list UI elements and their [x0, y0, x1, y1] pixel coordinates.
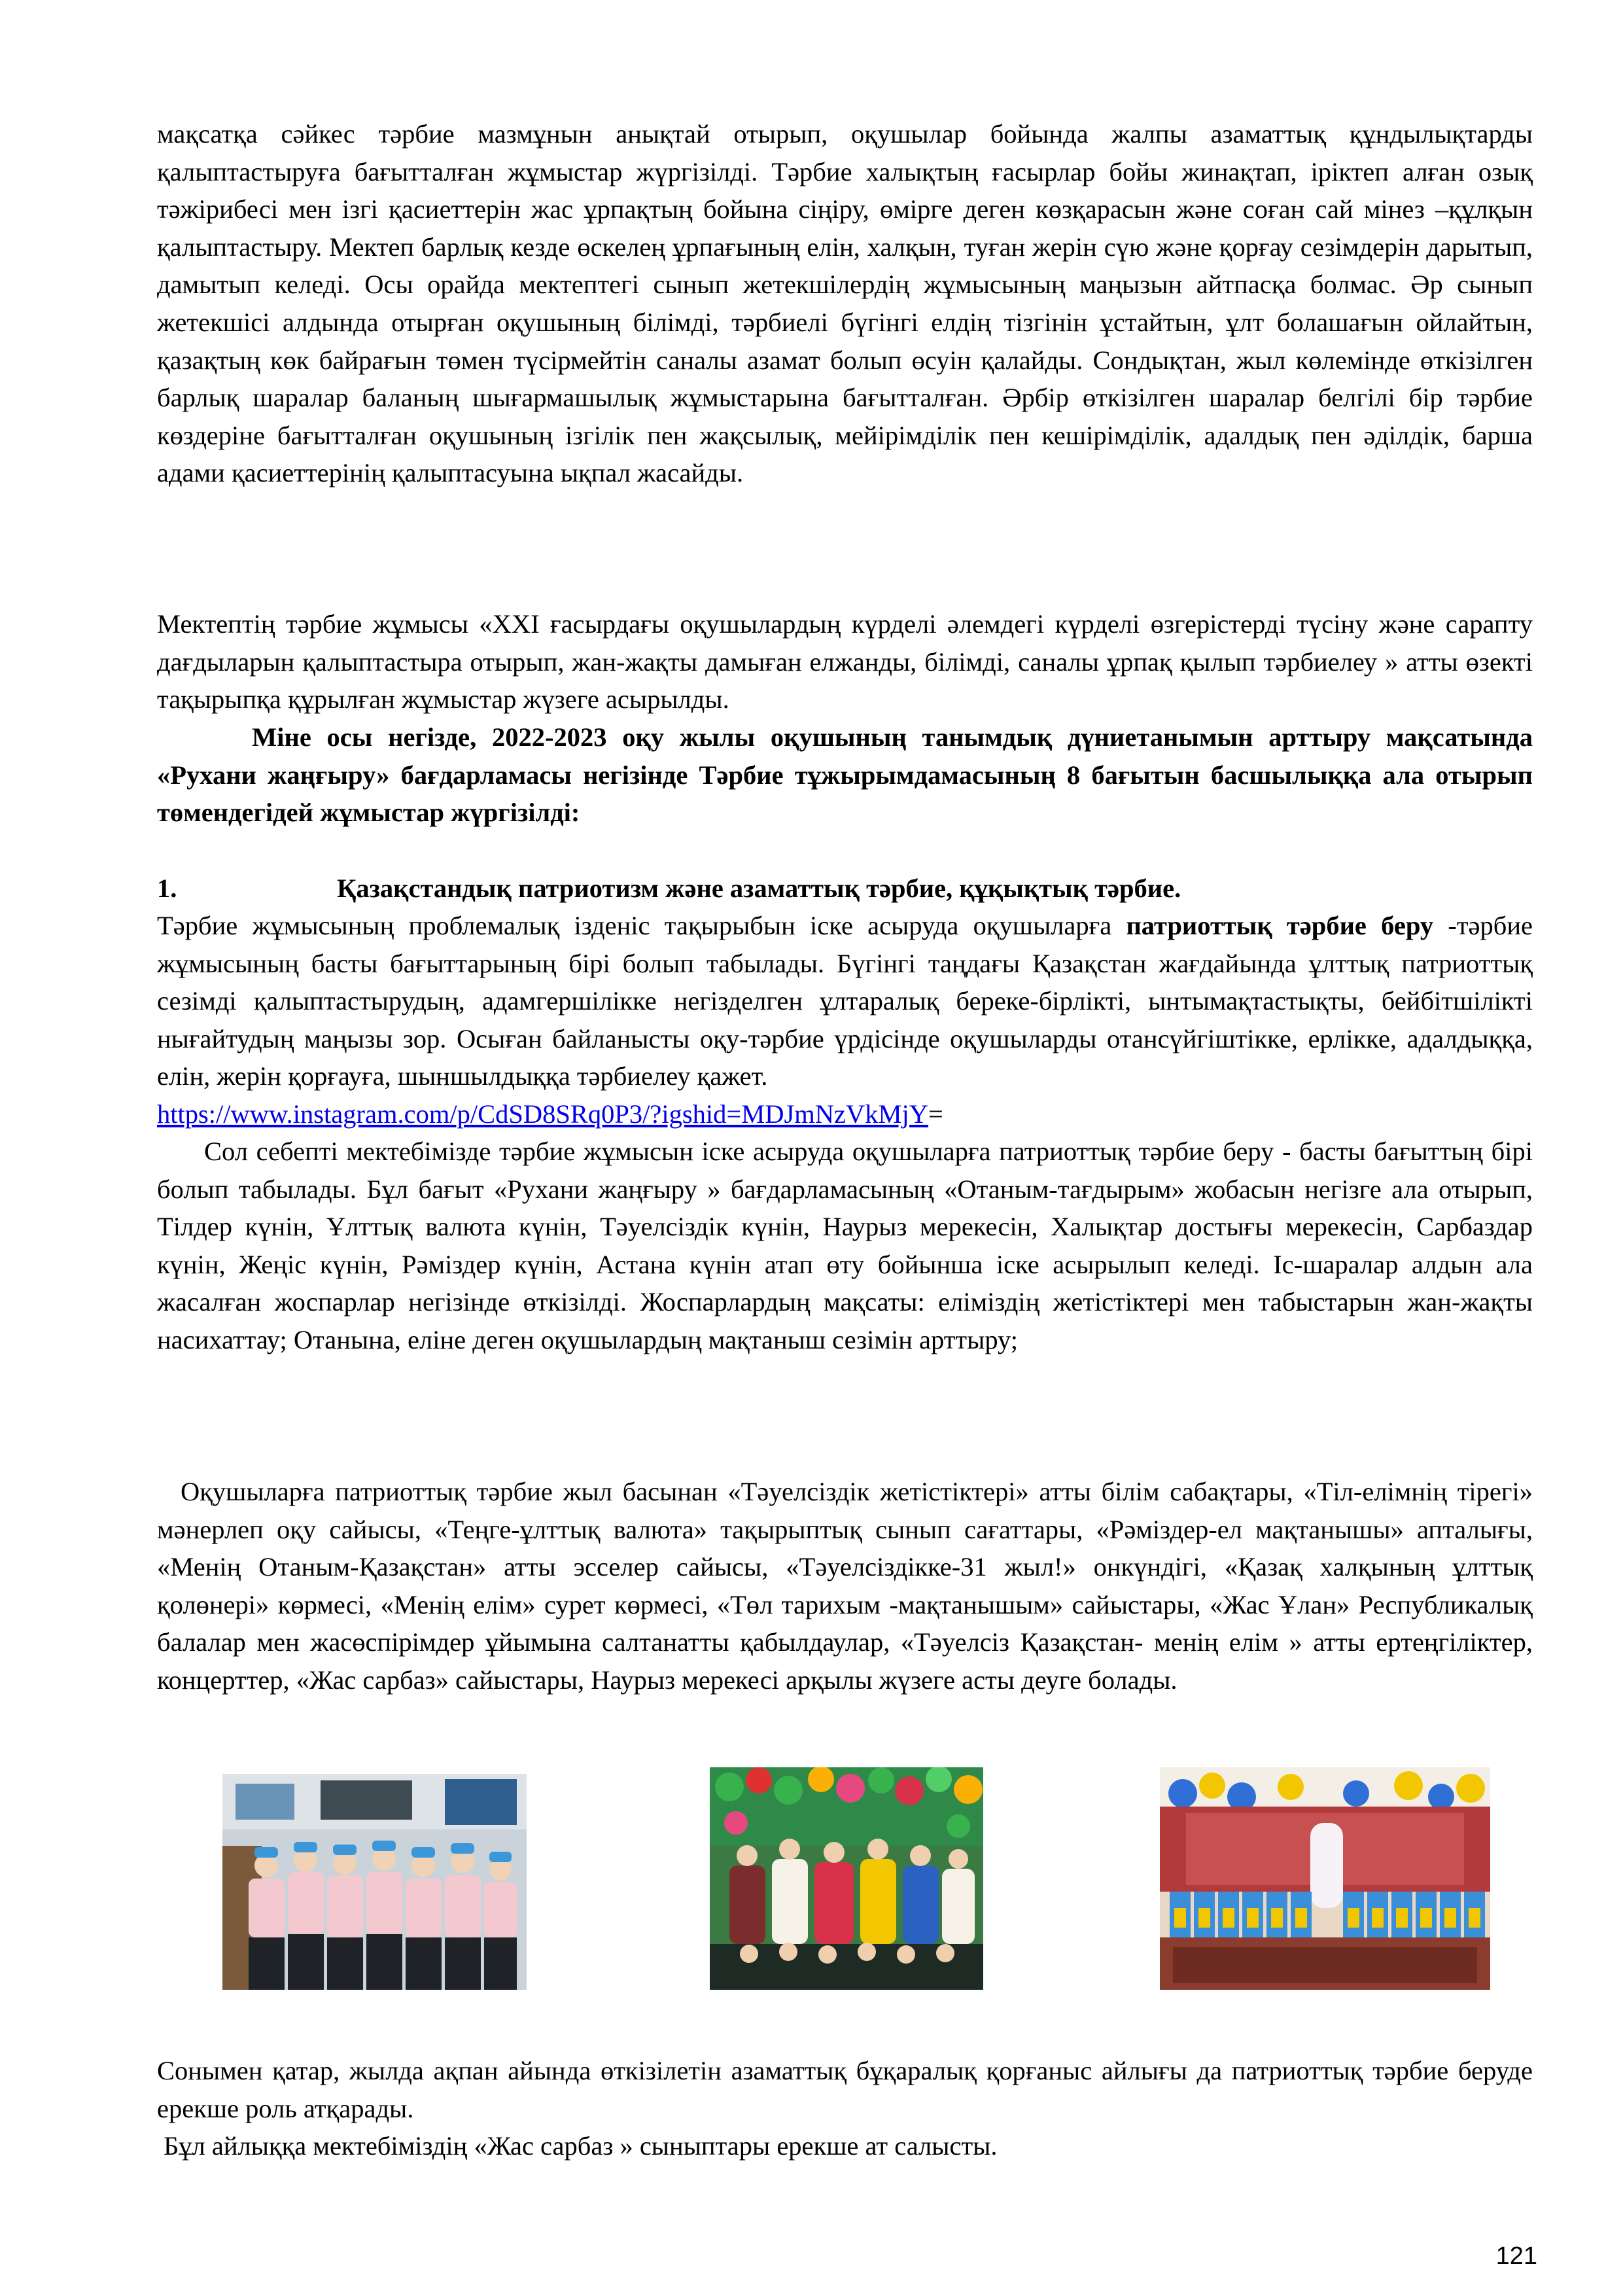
classroom-photo-boys	[222, 1774, 527, 1990]
patriotic-text-end: -тәрбие жұмысының басты бағыттарының бірі болып табылады. Бүгінгі таңдағы Қазақстан жағдайында ұлттық патриоттық сезімді қалыптастырудың, адамгершілікке негізделген ұлтаралық береке-бірлікті, ынтымақтастықты, бейбітшілікті нығайтудың маңызы зор. Осыған байланысты оқу-тәрбие үрдісінде оқушыларды отансүйгіштікке, ерлікке, адалдыққа, елін, жерін қорғауға, шыншылдыққа тәрбиелеу қажет.	[157, 911, 1533, 1091]
theme-paragraph: Мектептің тәрбие жұмысы «XXI ғасырдағы оқушылардың күрделі әлемдегі күрделі өзгерістерді түсіну және сарапту дағдыларын қалыптастыра отырып, жан-жақты дамыған елжанды, білімді, саналы ұрпақ қылып тәрбиелеу » атты өзекті тақырыпқа құрылған жұмыстар жүзеге асырылды.	[157, 609, 1533, 715]
patriotic-text-start: Тәрбие жұмысының проблемалық ізденіс тақырыбын іске асыруда оқушыларға	[157, 911, 1126, 940]
instagram-link-line	[157, 1095, 1533, 1133]
page-number: 121	[1495, 2242, 1537, 2270]
nauryz-celebration-photo	[710, 1767, 983, 1990]
patriotic-bold-phrase: патриоттық тәрбие беру	[1126, 911, 1434, 940]
patriotic-paragraph	[157, 907, 1533, 1095]
bold-paragraph: Міне осы негізде, 2022-2023 оқу жылы оқушының танымдық дүниетанымын арттыру мақсатында «Рухани жаңғыру» бағдарламасы негізінде Тәрбие тұжырымдамасының 8 бағытын басшылыққа ала отырып төмендегідей жұмыстар жүргізілді:	[157, 722, 1533, 828]
defence-paragraph: Сонымен қатар, жылда ақпан айында өткізілетін азаматтық бұқаралық қорғаныс айлығы да патриоттық тәрбие беруде ерекше роль атқарады.	[157, 2056, 1533, 2123]
intro-paragraph: мақсатқа сәйкес тәрбие мазмұнын анықтай отырып, оқушылар бойында жалпы азаматтық құндылықтарды қалыптастыруға бағытталған жұмыстар жүргізілді. Тәрбие халықтың ғасырлар бойы жинақтап, іріктеп алған озық тәжірибесі мен ізгі қасиеттерін жас ұрпақтың бойына сіңіру, өмірге деген көзқарасын және соған сай мінез –құлқын қалыптастыру. Мектеп барлық кезде өскелең ұрпағының елін, халқын, туған жерін сүю және қорғау сезімдерін дарытып, дамытып келеді. Осы орайда мектептегі сынып жетекшілердің жұмысының маңызын айтпасқа болмас. Әр сынып жетекшісі алдында отырған оқушының білімді, тәрбиелі бүгінгі елдің тізгінін ұстайтын, ұлт болашағын ойлайтын, қазақтың көк байрағын төмен түсірмейтін саналы азамат болып өсуін қалайды. Сондықтан, жыл көлемінде өткізілген барлық шаралар баланың шығармашылық жұмыстарына бағытталған. Әрбір өткізілген шаралар белгілі бір тәрбие көздеріне бағытталған оқушының ізгілік пен жақсылық, мейірімділік пен кешірімділік, адалдық пен әділдік, барша адами қасиеттерінің қалыптасуына ықпал жасайды.	[157, 119, 1533, 488]
instagram-link[interactable]: https://www.instagram.com/p/CdSD8SRq0P3/?igshid=MDJmNzVkMjY	[157, 1099, 929, 1129]
hall-group-photo-balloons	[1160, 1767, 1490, 1990]
section-number: 1.	[157, 874, 177, 903]
section-title: Қазақстандық патриотизм және азаматтық тәрбие, құқықтық тәрбие.	[337, 874, 1181, 903]
closing-line: Бұл айлыққа мектебіміздің «Жас сарбаз » сыныптары ерекше ат салысты.	[164, 2131, 998, 2161]
instagram-link-suffix: =	[928, 1099, 943, 1129]
events-paragraph: Оқушыларға патриоттық тәрбие жыл басынан «Тәуелсіздік жетістіктері» атты білім сабақтары, «Тіл-елімнің тірегі» мәнерлеп оқу сайысы, «Теңге-ұлттық валюта» тақырыптық сынып сағаттары, «Рәміздер-ел мақтанышы» апталығы, «Менің Отаным-Қазақстан» атты эсселер сайысы, «Тәуелсіздікке-31 жыл!» онкүндігі, «Қазақ халқының ұлттық қолөнері» көрмесі, «Менің елім» сурет көрмесі, «Төл тарихым -мақтанышым» сайыстары, «Жас Ұлан» Республикалық балалар мен жасөспірімдер ұйымына салтанатты қабылдаулар, «Тәуелсіз Қазақстан- менің елім » атты ертеңгіліктер, концерттер, «Жас сарбаз» сайыстары, Наурыз мерекесі арқылы жүзеге асты деуге болады.	[157, 1477, 1533, 1695]
section-heading	[157, 870, 1533, 908]
school-paragraph: Сол себепті мектебімізде тәрбие жұмысын іске асыруда оқушыларға патриоттық тәрбие беру - басты бағыттың бірі болып табылады. Бұл бағыт «Рухани жаңғыру » бағдарламасының «Отаным-тағдырым» жобасын негізге ала отырып, Тілдер күнін, Ұлттық валюта күнін, Тәуелсіздік күнін, Наурыз мерекесін, Халықтар достығы мерекесін, Сарбаздар күнін, Жеңіс күнін, Рәміздер күнін, Астана күнін атап өту бойынша іске асырылып келеді. Іс-шаралар алдын ала жасалған жоспарлар негізінде өткізілді. Жоспарлардың мақсаты: еліміздің жетістіктері мен табыстарын жан-жақты насихаттау; Отанына, еліне деген оқушылардың мақтаныш сезімін арттыру;	[157, 1137, 1533, 1354]
